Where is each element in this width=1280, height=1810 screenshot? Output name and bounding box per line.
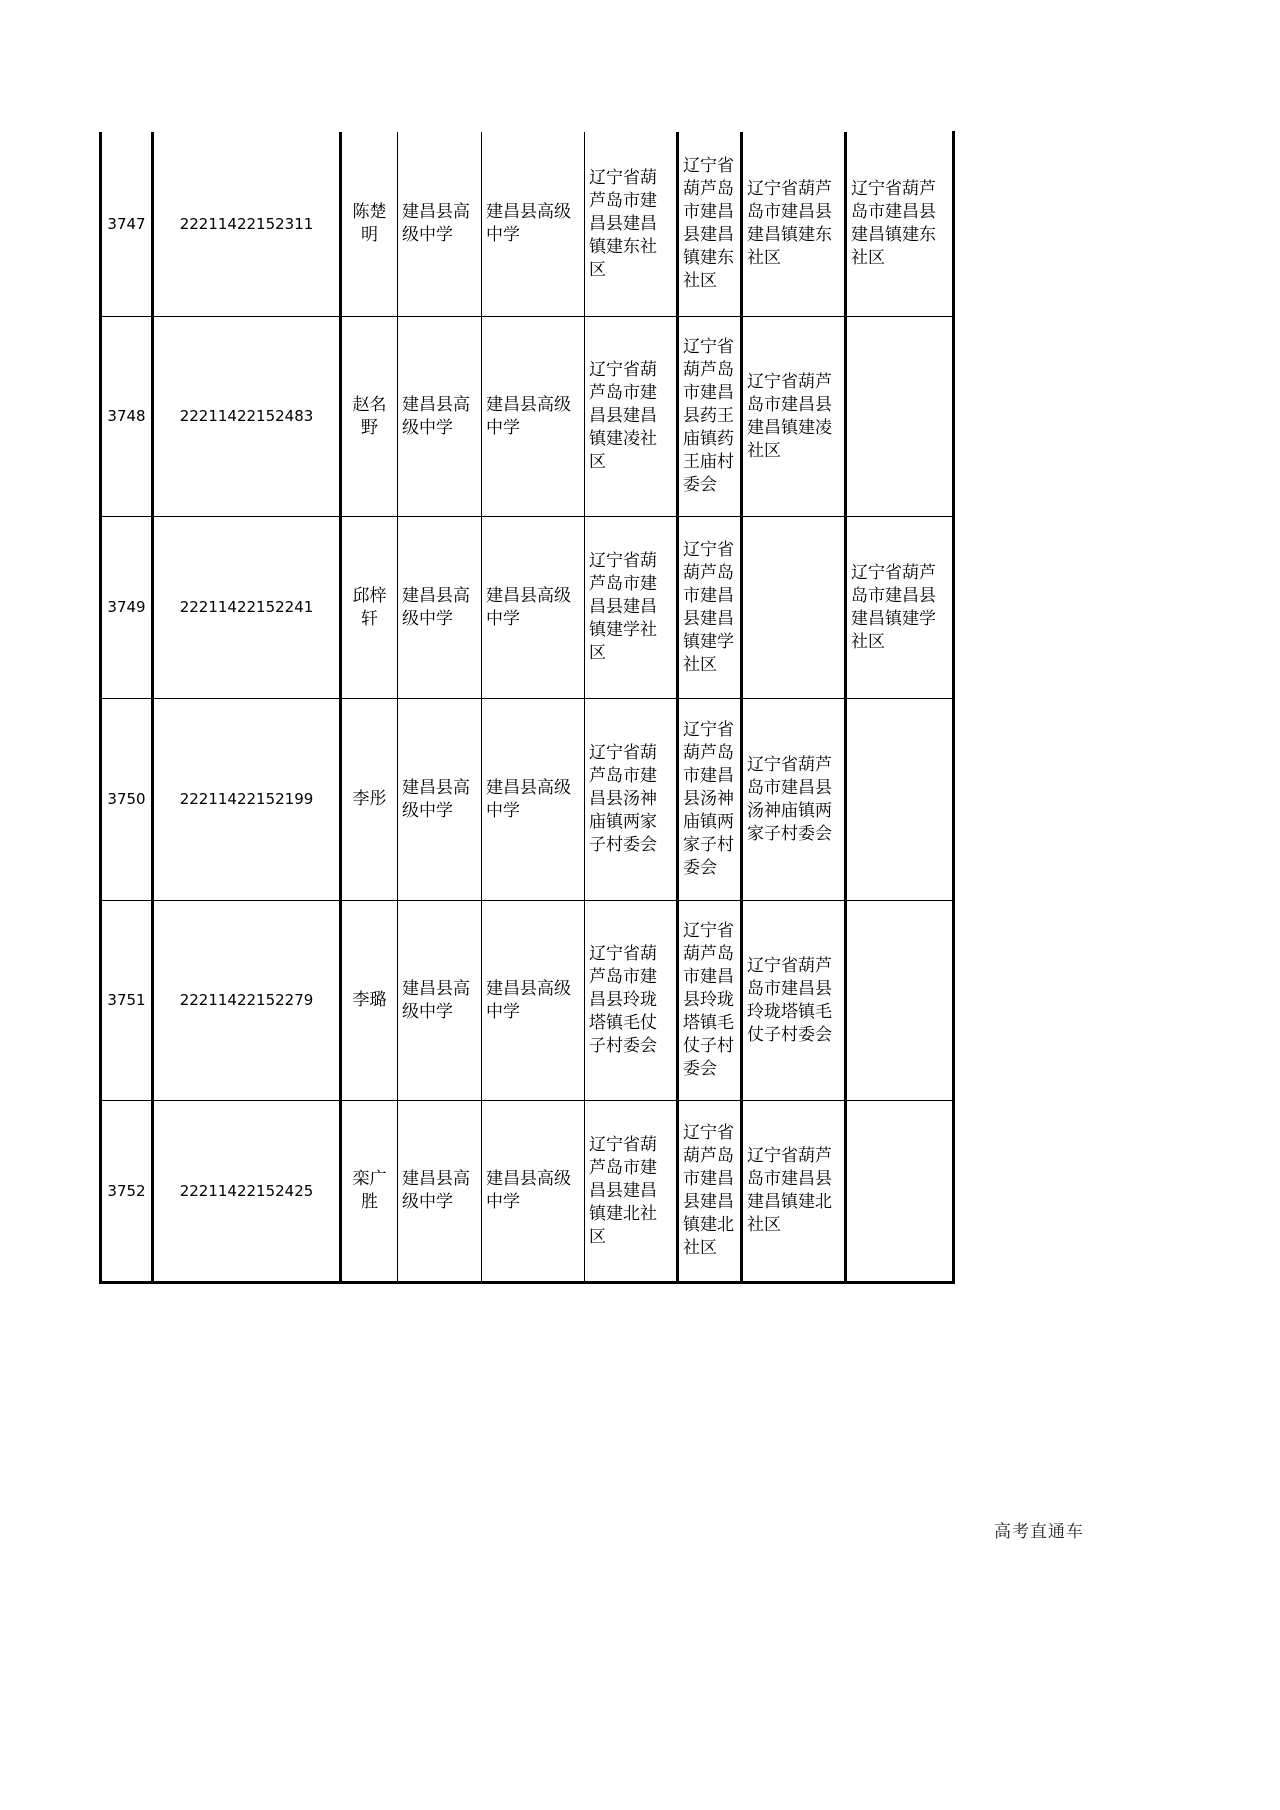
table-row bbox=[101, 1101, 954, 1283]
graduate-school-cell: 建昌县高级中学 bbox=[482, 901, 585, 1101]
exam-number-cell: 22211422152311 bbox=[153, 132, 341, 317]
table-row bbox=[101, 699, 954, 901]
graduate-school-cell: 建昌县高级中学 bbox=[482, 517, 585, 699]
table-row bbox=[101, 132, 954, 317]
parent-household-cell: 辽宁省葫芦岛市建昌县建昌镇建凌社区 bbox=[742, 317, 846, 517]
school-cell: 建昌县高级中学 bbox=[398, 317, 482, 517]
exam-number-cell: 22211422152279 bbox=[153, 901, 341, 1101]
residence-address-cell: 辽宁省葫芦岛市建昌县建昌镇建学社区 bbox=[678, 517, 742, 699]
parent-household-cell: 辽宁省葫芦岛市建昌县建昌镇建东社区 bbox=[742, 132, 846, 317]
roster-sheet bbox=[99, 131, 952, 1284]
household-address-cell: 辽宁省葫芦岛市建昌县建昌镇建东社区 bbox=[585, 132, 678, 317]
graduate-school-cell: 建昌县高级中学 bbox=[482, 699, 585, 901]
graduate-school-cell: 建昌县高级中学 bbox=[482, 1101, 585, 1283]
school-cell: 建昌县高级中学 bbox=[398, 517, 482, 699]
student-name-cell: 栾广胜 bbox=[341, 1101, 398, 1283]
exam-number-cell: 22211422152241 bbox=[153, 517, 341, 699]
exam-number-cell: 22211422152425 bbox=[153, 1101, 341, 1283]
student-roster-table bbox=[99, 131, 955, 1284]
student-name-cell: 赵名野 bbox=[341, 317, 398, 517]
guardian-household-cell bbox=[846, 699, 954, 901]
guardian-household-cell bbox=[846, 317, 954, 517]
residence-address-cell: 辽宁省葫芦岛市建昌县汤神庙镇两家子村委会 bbox=[678, 699, 742, 901]
seq-cell: 3747 bbox=[101, 132, 153, 317]
school-cell: 建昌县高级中学 bbox=[398, 132, 482, 317]
student-name-cell: 李璐 bbox=[341, 901, 398, 1101]
seq-cell: 3751 bbox=[101, 901, 153, 1101]
household-address-cell: 辽宁省葫芦岛市建昌县汤神庙镇两家子村委会 bbox=[585, 699, 678, 901]
guardian-household-cell bbox=[846, 1101, 954, 1283]
guardian-household-cell: 辽宁省葫芦岛市建昌县建昌镇建东社区 bbox=[846, 132, 954, 317]
guardian-household-cell bbox=[846, 901, 954, 1101]
seq-cell: 3752 bbox=[101, 1101, 153, 1283]
parent-household-cell: 辽宁省葫芦岛市建昌县建昌镇建北社区 bbox=[742, 1101, 846, 1283]
household-address-cell: 辽宁省葫芦岛市建昌县建昌镇建学社区 bbox=[585, 517, 678, 699]
graduate-school-cell: 建昌县高级中学 bbox=[482, 132, 585, 317]
student-name-cell: 李彤 bbox=[341, 699, 398, 901]
seq-cell: 3749 bbox=[101, 517, 153, 699]
table-row bbox=[101, 901, 954, 1101]
school-cell: 建昌县高级中学 bbox=[398, 901, 482, 1101]
residence-address-cell: 辽宁省葫芦岛市建昌县建昌镇建东社区 bbox=[678, 132, 742, 317]
guardian-household-cell: 辽宁省葫芦岛市建昌县建昌镇建学社区 bbox=[846, 517, 954, 699]
student-name-cell: 邱梓轩 bbox=[341, 517, 398, 699]
exam-number-cell: 22211422152199 bbox=[153, 699, 341, 901]
household-address-cell: 辽宁省葫芦岛市建昌县玲珑塔镇毛仗子村委会 bbox=[585, 901, 678, 1101]
parent-household-cell bbox=[742, 517, 846, 699]
seq-cell: 3748 bbox=[101, 317, 153, 517]
student-name-cell: 陈楚明 bbox=[341, 132, 398, 317]
residence-address-cell: 辽宁省葫芦岛市建昌县玲珑塔镇毛仗子村委会 bbox=[678, 901, 742, 1101]
table-top-edge-mask bbox=[99, 131, 952, 132]
parent-household-cell: 辽宁省葫芦岛市建昌县玲珑塔镇毛仗子村委会 bbox=[742, 901, 846, 1101]
residence-address-cell: 辽宁省葫芦岛市建昌县药王庙镇药王庙村委会 bbox=[678, 317, 742, 517]
school-cell: 建昌县高级中学 bbox=[398, 699, 482, 901]
household-address-cell: 辽宁省葫芦岛市建昌县建昌镇建北社区 bbox=[585, 1101, 678, 1283]
exam-number-cell: 22211422152483 bbox=[153, 317, 341, 517]
table-row bbox=[101, 317, 954, 517]
graduate-school-cell: 建昌县高级中学 bbox=[482, 317, 585, 517]
table-row bbox=[101, 517, 954, 699]
seq-cell: 3750 bbox=[101, 699, 153, 901]
residence-address-cell: 辽宁省葫芦岛市建昌县建昌镇建北社区 bbox=[678, 1101, 742, 1283]
household-address-cell: 辽宁省葫芦岛市建昌县建昌镇建凌社区 bbox=[585, 317, 678, 517]
school-cell: 建昌县高级中学 bbox=[398, 1101, 482, 1283]
watermark-text: 高考直通车 bbox=[994, 1522, 1084, 1542]
parent-household-cell: 辽宁省葫芦岛市建昌县汤神庙镇两家子村委会 bbox=[742, 699, 846, 901]
